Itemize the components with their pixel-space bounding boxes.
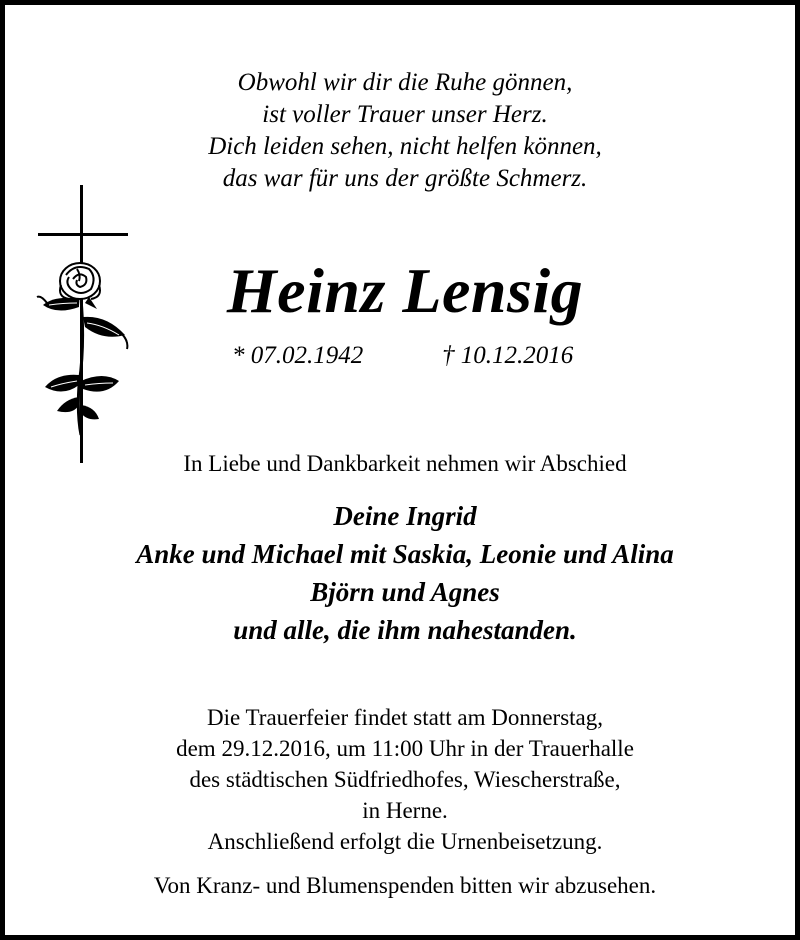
farewell-line: In Liebe und Dankbarkeit nehmen wir Abschied xyxy=(183,451,627,476)
flowers-note: Von Kranz- und Blumenspenden bitten wir abzusehen. xyxy=(153,873,657,898)
mourners-list xyxy=(5,497,800,649)
mourner-line: Anke und Michael mit Saskia, Leonie und Alina xyxy=(136,539,674,569)
poem-line: das war für uns der größte Schmerz. xyxy=(222,165,588,192)
service-line: dem 29.12.2016, um 11:00 Uhr in der Trauerhalle xyxy=(176,736,634,761)
birth-date: * 07.02.1942 xyxy=(232,342,364,369)
service-line: Die Trauerfeier findet statt am Donnerstag, xyxy=(207,705,603,730)
deceased-name: Heinz Lensig xyxy=(226,255,584,326)
mourner-line: Deine Ingrid xyxy=(333,501,477,531)
poem-line: ist voller Trauer unser Herz. xyxy=(262,101,548,128)
poem-line: Obwohl wir dir die Ruhe gönnen, xyxy=(237,69,573,96)
poem xyxy=(5,67,800,195)
mourner-line: Björn und Agnes xyxy=(310,577,500,607)
death-date: † 10.12.2016 xyxy=(442,342,574,369)
mourner-line: und alle, die ihm nahestanden. xyxy=(233,615,577,645)
service-info xyxy=(5,702,800,857)
service-line: in Herne. xyxy=(362,798,448,823)
poem-line: Dich leiden sehen, nicht helfen können, xyxy=(208,133,602,160)
service-line: des städtischen Südfriedhofes, Wiescherstraße, xyxy=(189,767,621,792)
service-line: Anschließend erfolgt die Urnenbeisetzung. xyxy=(207,829,603,854)
